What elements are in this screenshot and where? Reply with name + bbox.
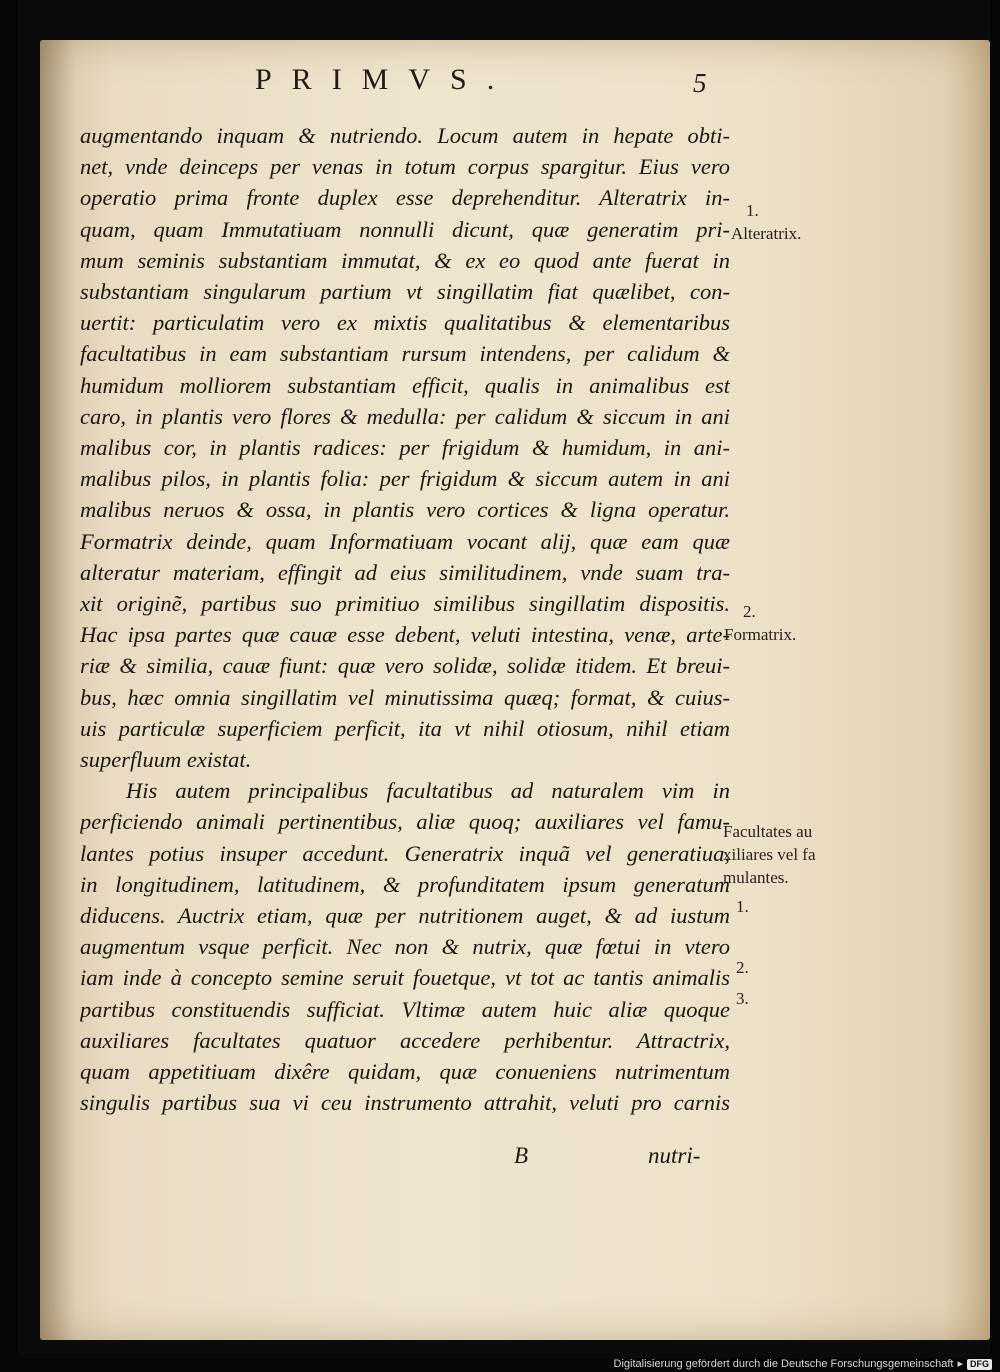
margin-note-line: Facultates au [723, 822, 813, 841]
text-line: mum seminis substantiam immutat, & ex eo quod ante fuerat in [80, 247, 730, 273]
text-line: uertit: particulatim vero ex mixtis qualitatibus & elementaribus [80, 310, 730, 336]
text-line: malibus cor, in plantis radices: per frigidum & humidum, in ani- [80, 435, 730, 461]
margin-note-number: 1. [736, 897, 749, 916]
text-line: quam, quam Immutatiuam nonnulli dicunt, quæ generatim pri- [80, 216, 730, 242]
text-line: auxiliares facultates quatuor accedere perhibentur. Attractrix, [80, 1027, 730, 1053]
text-line: iam inde à concepto semine seruit fouetque, vt tot ac tantis animalis [80, 965, 730, 991]
text-line: partibus constituendis sufficiat. Vltimæ autem huic aliæ quoque [80, 996, 730, 1022]
text-line: caro, in plantis vero flores & medulla: per calidum & siccum in ani [80, 403, 730, 429]
text-line: xit originẽ, partibus suo primitiuo similibus singillatim dispositis. [80, 591, 730, 617]
credit-arrow-icon: ▸ [957, 1358, 963, 1370]
text-line: net, vnde deinceps per venas in totum corpus spargitur. Eius vero [80, 154, 730, 180]
text-line: in longitudinem, latitudinem, & profunditatem ipsum generatum [80, 871, 730, 897]
text-line: Formatrix deinde, quam Informatiuam vocant alij, quæ eam quæ [80, 528, 730, 554]
text-line: operatio prima fronte duplex esse deprehenditur. Alteratrix in- [80, 185, 730, 211]
margin-note-line: mulantes. [723, 868, 789, 887]
catchword: nutri- [648, 1143, 701, 1168]
dfg-logo: DFG [967, 1359, 992, 1370]
text-line: lantes potius insuper accedunt. Generatrix inquã vel generatiua, [80, 840, 730, 866]
credit-text: Digitalisierung gefördert durch die Deutsche Forschungsgemeinschaft [613, 1358, 954, 1370]
text-line: riæ & similia, cauæ fiunt: quæ vero solidæ, solidæ itidem. Et breui- [80, 653, 730, 679]
page-number: 5 [693, 68, 707, 98]
body-text [80, 120, 730, 1119]
margin-note-alteratrix: Alteratrix. [731, 224, 802, 243]
text-line: alteratur materiam, effingit ad eius similitudinem, vnde suam tra- [80, 559, 730, 585]
margin-note-number: 2. [736, 958, 749, 977]
margin-note-number: 3. [736, 989, 749, 1008]
paragraph-start-line: His autem principalibus facultatibus ad naturalem vim in [126, 778, 730, 804]
signature-mark: B [514, 1143, 529, 1168]
text-line: augmentando inquam & nutriendo. Locum autem in hepate obti- [80, 123, 730, 148]
text-line: quam appetitiuam dixêre quidam, quæ conueniens nutrimentum [80, 1059, 730, 1085]
margin-note-number: 1. [746, 201, 759, 220]
text-line: perficiendo animali pertinentibus, aliæ quoq; auxiliares vel famu- [80, 809, 730, 835]
digitization-credit [614, 1358, 993, 1371]
text-line: bus, hæc omnia singillatim vel minutissima quæq; format, & cuius- [80, 684, 730, 710]
running-head: PRIMVS. [255, 63, 515, 96]
margin-note-number: 2. [743, 602, 756, 621]
text-line: facultatibus in eam substantiam rursum intendens, per calidum & [80, 341, 730, 367]
paragraph-end-line: superfluum existat. [80, 747, 252, 773]
text-line: augmentum vsque perficit. Nec non & nutrix, quæ fœtui in vtero [80, 934, 730, 960]
text-line: malibus pilos, in plantis folia: per frigidum & siccum autem in ani [80, 466, 730, 492]
text-line: uis particulæ superficiem perficit, ita vt nihil otiosum, nihil etiam [80, 715, 730, 741]
text-line: diducens. Auctrix etiam, quæ per nutritionem auget, & ad iustum [80, 903, 730, 929]
margin-note-line: xiliares vel fa [723, 845, 816, 864]
margin-note-formatrix: Formatrix. [724, 625, 797, 644]
text-line: singulis partibus sua vi ceu instrumento attrahit, veluti pro carnis [80, 1090, 730, 1116]
text-line: substantiam singularum partium vt singillatim fiat quælibet, con- [80, 279, 730, 305]
text-line: humidum molliorem substantiam efficit, qualis in animalibus est [80, 372, 730, 398]
text-line: Hac ipsa partes quæ cauæ esse debent, veluti intestina, venæ, arte- [80, 622, 730, 648]
text-line: malibus neruos & ossa, in plantis vero cortices & ligna operatur. [80, 497, 730, 523]
margin-note-facultates [723, 820, 816, 889]
